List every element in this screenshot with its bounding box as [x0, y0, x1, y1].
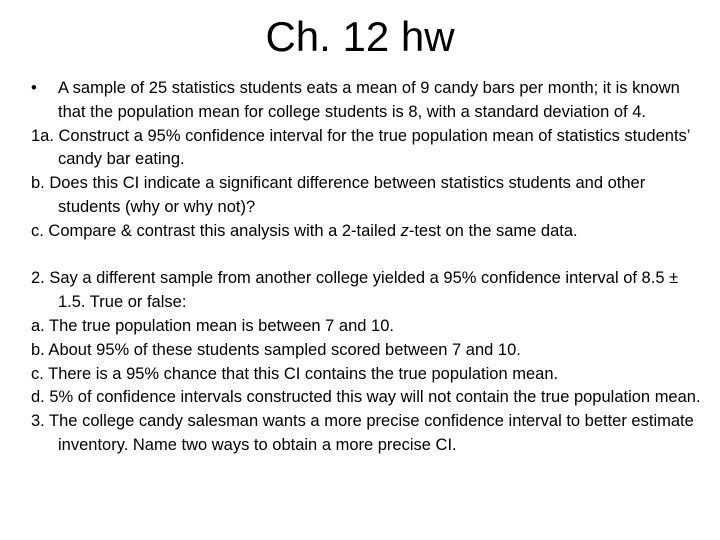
question-1a: 1a. Construct a 95% confidence interval for the true population mean of statistics students’ candy bar eating.	[31, 126, 690, 169]
question-1b: b. Does this CI indicate a significant difference between statistics students and other students (why or why not)?	[31, 174, 646, 216]
bullet-icon: •	[31, 79, 37, 97]
question-3: 3. The college candy salesman wants a more precise confidence interval to better estimate inventory. Name two ways to obtain a more precise CI.	[31, 412, 694, 454]
slide-title: Ch. 12 hw	[265, 13, 455, 60]
question-1-intro-text: A sample of 25 statistics students eats a mean of 9 candy bars per month; it is known that the population mean for college students is 8, with a standard deviation of 4.	[58, 79, 680, 121]
question-1c-text-start: c. Compare & contrast this analysis with a 2-tailed	[31, 221, 401, 240]
question-1c-z: z	[400, 221, 409, 240]
question-1c-text-end: -test on the same data.	[408, 221, 578, 240]
question-1c	[31, 220, 701, 244]
question-2d: d. 5% of confidence intervals constructed this way will not contain the true population mean.	[31, 388, 701, 407]
question-1-intro	[31, 77, 701, 125]
question-2b: b. About 95% of these students sampled scored between 7 and 10.	[31, 340, 521, 359]
question-2-intro: 2. Say a different sample from another college yielded a 95% confidence interval of 8.5 ± 1.5. True or false:	[31, 269, 679, 312]
paragraph-gap	[31, 244, 701, 268]
slide-body	[31, 77, 701, 458]
question-2c: c. There is a 95% chance that this CI contains the true population mean.	[31, 364, 559, 383]
question-2a: a. The true population mean is between 7 and 10.	[31, 316, 394, 335]
